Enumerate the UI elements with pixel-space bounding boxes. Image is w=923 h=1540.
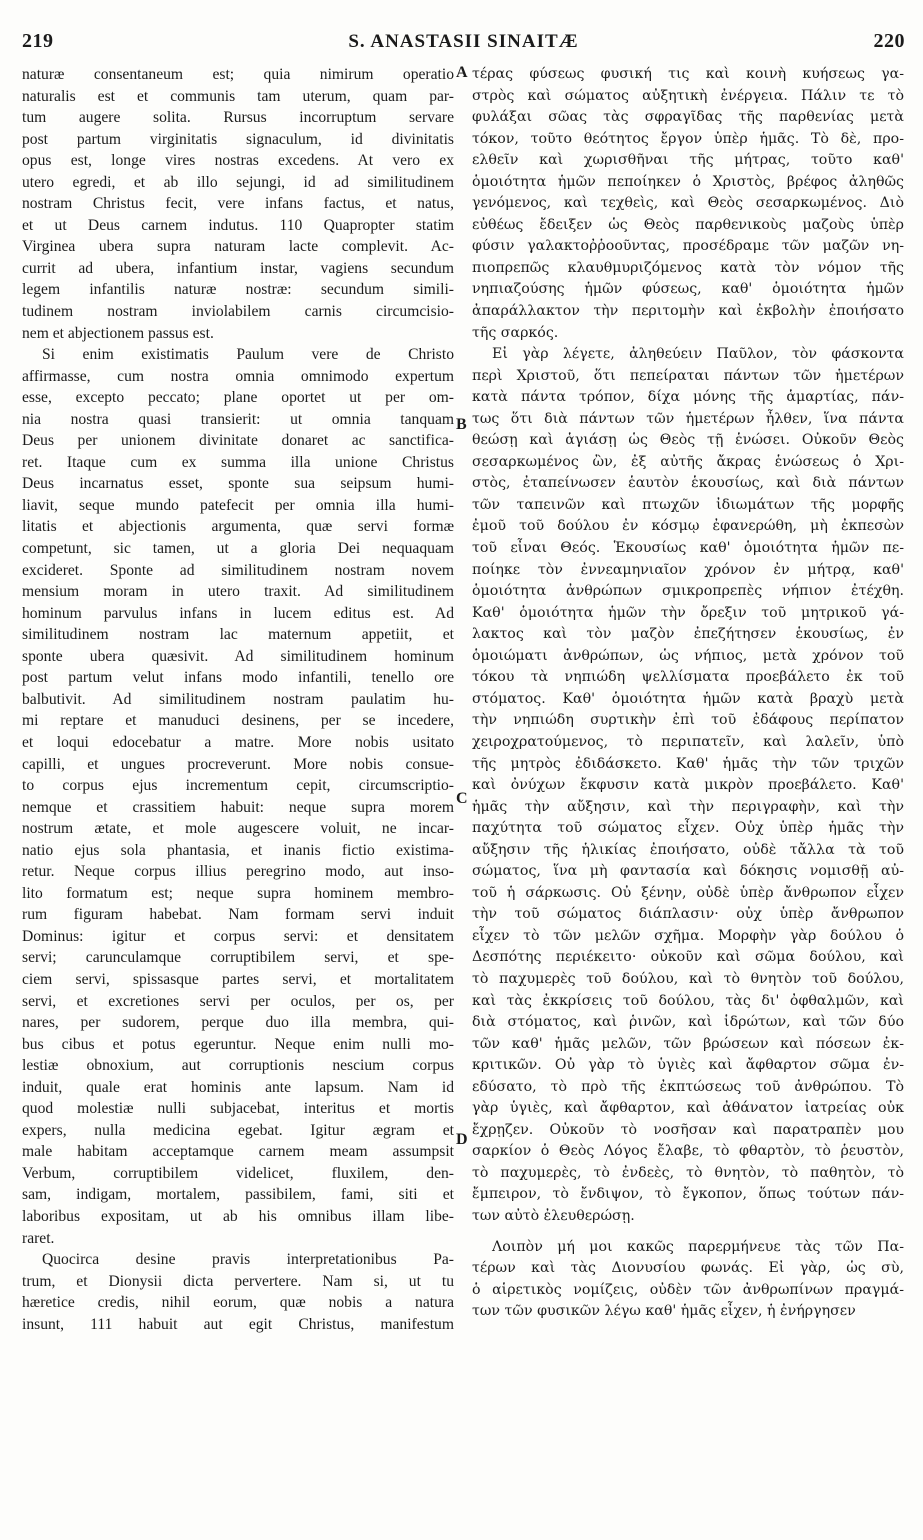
greek-text-line: φύσιν γαλακτοῤῥοοῦντας, προσέδραμε τῶν μαζῶν νη- — [472, 238, 904, 255]
greek-text-line: ελθεῖν καὶ χωρισθῆναι τῆς μήτρας, τοῦτο καθ' — [472, 152, 904, 169]
greek-text-line: τῶν καθ' ἡμᾶς μελῶν, τῶν βρώσεων καὶ πόσεων ἐκ- — [472, 1035, 904, 1052]
running-title: S. ANASTASII SINAITÆ — [348, 31, 579, 52]
greek-text-line: ποίηκε τὸν ἐννεαμηνιαῖον χρόνον ἐν μήτρᾳ, καθ' — [472, 561, 904, 578]
latin-text-line: Dominus: igitur et corpus servi: et densitatem — [22, 927, 454, 945]
latin-text-line: post partum velut infans modo infantili, tenello ore — [22, 669, 454, 687]
greek-text-line: παχύτητα τοῦ σώματος εἶχεν. Οὐχ ὑπὲρ ἡμᾶς τὴν — [472, 820, 904, 837]
latin-text-line: to corpus ejus incrementum cepit, circumscriptio- — [22, 777, 454, 795]
greek-text-line: ἔχρῃζεν. Οὐκοῦν τὸ νοσῆσαν καὶ παρατραπὲν μου — [472, 1121, 904, 1138]
latin-text-line: Si enim existimatis Paulum vere de Christo — [42, 346, 454, 364]
page-number-left: 219 — [22, 30, 54, 52]
greek-text-line: καὶ τὰς ἐκκρίσεις τοῦ δούλου, τὰς δι' ὀφθαλμῶν, καὶ — [472, 992, 904, 1009]
greek-text-line: τὸ παχυμερὲς, τὸ ἐνδεὲς, τὸ θνητὸν, τὸ παθητὸν, τὸ — [472, 1164, 904, 1181]
latin-text-line: et loqui edocebatur a matre. More nobis usitato — [22, 733, 454, 751]
latin-text-line: retur. Neque corpus illius peregrino modo, aut inso- — [22, 863, 454, 881]
greek-text-line: ἀπαράλλακτον τὴν περιτομὴν καὶ ἐκβολὴν ἐποιήσατο — [472, 303, 904, 320]
latin-text-line: sponte ubera quæsivit. Ad similitudinem hominum — [22, 647, 454, 665]
greek-text-line: στόματος. Καθ' ὁμοιότητα ἡμῶν κατὰ βραχὺ μετὰ — [472, 690, 904, 707]
latin-text-line: utero egredi, et ab illo sejungi, id ad similitudinem — [22, 173, 454, 191]
greek-text-line: θεώσῃ καὶ ἁγιάσῃ ὡς Θεὸς τῇ ἑνώσει. Οὐκοῦν Θεὸς — [472, 432, 904, 449]
greek-text-line: των αὐτὸ ἐλευθερώσῃ. — [472, 1207, 635, 1224]
latin-text-line: insunt, 111 habuit aut egit Christus, manifestum — [22, 1315, 454, 1333]
margin-marker-d: D — [456, 1131, 468, 1148]
greek-text-line: γενόμενος, καὶ τεχθεὶς, καὶ Θεὸς σεσαρκωμένος. Διὸ — [472, 195, 904, 212]
greek-text-line: χειροχρατούμενος, τὸ περιπατεῖν, καὶ λαλεῖν, ὑπὸ — [472, 733, 904, 750]
greek-text-line: διὰ στόματος, καὶ ῥινῶν, καὶ ἱδρώτων, καὶ τῶν δύο — [472, 1014, 904, 1031]
latin-text-line: legem infantilis naturæ nostræ: secundum simili- — [22, 281, 454, 299]
greek-text-line: τῶν ταπεινῶν καὶ πτωχῶν ἰδιωμάτων τῆς μορφῆς — [472, 496, 904, 513]
greek-text-line: ἡμᾶς τὴν αὔξησιν, καὶ τὴν περιγραφὴν, καὶ τὴν — [472, 798, 904, 815]
latin-text-line: nia nostra quasi transierit: ut omnia tanquam — [22, 410, 454, 428]
greek-text-line: λακτος καὶ τὸν μαζὸν ἐπεζήτησεν ἑκουσίως, ἐν — [472, 626, 904, 643]
latin-text-line: litatis et abjectionis argumenta, quæ servi formæ — [22, 518, 454, 536]
latin-text-line: et ut Deus carnem indutus. 110 Quapropter statim — [22, 216, 454, 234]
greek-text-line: τόκου τὰ νηπιώδη ψελλίσματα προεβάλετο ἐκ τοῦ — [472, 669, 904, 686]
greek-text-line: τοῦ ἡ σάρκωσις. Οὐ ξένην, οὐδὲ ὑπὲρ ἄνθρωπον εἶχεν — [472, 884, 904, 901]
latin-text-line: opus est, longe vires nostras excedens. At vero ex — [22, 152, 454, 170]
greek-text-line: των τῶν φυσικῶν λέγω καθ' ἡμᾶς εἶχεν, ἡ ἐνήργησεν — [472, 1303, 856, 1320]
latin-text-line: Quocirca desine pravis interpretationibus Pa- — [42, 1251, 454, 1269]
latin-text-line: bus cibus et potus egeruntur. Neque enim nulli mo- — [22, 1035, 454, 1053]
latin-text-line: sam, indigam, mortalem, passibilem, fami, siti et — [22, 1186, 454, 1204]
page-header — [22, 30, 905, 58]
greek-text-line: στὸς, ἐταπείνωσεν ἑαυτὸν ἑκουσίως, καὶ διὰ πάντων — [472, 475, 904, 492]
greek-text-line: Καθ' ὁμοιότητα ἡμῶν τὴν ὄρεξιν τοῦ μητρικοῦ γά- — [472, 604, 904, 621]
greek-text-line: στρὸς καὶ σώματος αὐξητικὴ ἐνέργεια. Πάλιν τε τὸ — [472, 87, 904, 104]
latin-text-line: Verbum, corruptibilem videlicet, fluxilem, den- — [22, 1164, 454, 1182]
greek-text-line: τοῦ εἶναι Θεός. Ἑκουσίως καθ' ὁμοιότητα ἡμῶν πε- — [472, 540, 904, 557]
greek-text-line: γὰρ ὑγιὲς, καὶ ἄφθαρτον, καὶ ἀθάνατον ἰατρείας οὐκ — [472, 1100, 904, 1117]
latin-text-line: servi, et excretiones servi per oculos, per os, per — [22, 992, 454, 1010]
latin-text-line: Virginea ubera supra naturam lacte complevit. Ac- — [22, 238, 454, 256]
latin-text-line: trum, et Dionysii dicta pervertere. Nam si, ut tu — [22, 1272, 454, 1290]
latin-text-line: esse, excepto peccato; plane oportet ut per om- — [22, 389, 454, 407]
greek-text-line: κριτικῶν. Οὐ γὰρ τὸ ὑγιὲς καὶ ἄφθαρτον σῶμα ἐν- — [472, 1057, 904, 1074]
latin-text-line: ciem servi, spissasque partes servi, et mortalitatem — [22, 970, 454, 988]
greek-text-line: σεσαρκωμένος ὢν, ἐξ αὐτῆς ἄκρας ἑνώσεως ὁ Χρι- — [472, 453, 904, 470]
latin-text-line: affirmasse, cum nostra omnia omnimodo expertum — [22, 367, 454, 385]
latin-text-line: excideret. Sponte ad similitudinem nostram novem — [22, 561, 454, 579]
latin-text-line: tum augere solita. Rursus incorruptum servare — [22, 109, 454, 127]
margin-marker-c: C — [456, 790, 468, 807]
latin-text-line: tudinem nostram inviolabilem carnis circumcisio- — [22, 303, 454, 321]
greek-text-line: ὁμοιότητα ἡμῶν πεποίηκεν ὁ Χριστὸς, βρέφος ἀληθῶς — [472, 173, 904, 190]
latin-text-line: currit ad ubera, infantium instar, vagiens secundum — [22, 259, 454, 277]
latin-text-line: naturæ consentaneum est; quia nimirum operatio — [22, 66, 454, 83]
greek-text-line: τόκον, τοῦτο θεότητος ἔργον ὑπὲρ ἡμᾶς. Τὸ δὲ, προ- — [472, 130, 904, 147]
greek-text-line: σώματος, ἵνα μὴ φαντασία καὶ δόκησις νομισθῇ αὐ- — [472, 863, 904, 880]
latin-text-line: nares, per sudorem, perque duo illa membra, qui- — [22, 1014, 454, 1032]
greek-text-line: Λοιπὸν μή μοι κακῶς παρερμήνευε τὰς τῶν Πα- — [492, 1238, 904, 1255]
latin-text-line: Deus per unionem divinitate donaret ac sanctifica- — [22, 432, 454, 450]
greek-text-line: τὴν τοῦ σώματος διάπλασιν· οὐχ ὑπὲρ ἄνθρωπον — [472, 906, 904, 923]
greek-text-gap — [472, 1228, 904, 1237]
greek-column — [472, 64, 904, 1323]
latin-text-line: rum figuram habebat. Nam formam servi induit — [22, 906, 454, 924]
latin-text-line: servi; carunculamque corruptibilem servi, et spe- — [22, 949, 454, 967]
margin-marker-b: B — [456, 416, 467, 433]
greek-text-line: τῆς μητρὸς ἐδιδάσκετο. Καθ' ἡμᾶς τὴν τῶν τριχῶν — [472, 755, 904, 772]
latin-text-line: nostram Christus fecit, vere infans factus, et natus, — [22, 195, 454, 213]
latin-text-line: naturalis est et communis tam uterum, quam par- — [22, 87, 454, 105]
latin-text-line: nostrum ætate, et mole augescere voluit, ne incar- — [22, 820, 454, 838]
page-number-right: 220 — [873, 30, 905, 52]
latin-text-line: nemque et crassitiem habuit: neque supra morem — [22, 798, 454, 816]
latin-text-line: post partum virginitatis signaculum, id divinitatis — [22, 130, 454, 148]
greek-text-line: κατὰ πάντα τρόπον, δίχα μόνης τῆς ἁμαρτίας, πάν- — [472, 389, 904, 406]
greek-text-line: Εἰ γὰρ λέγετε, ἀληθεύειν Παῦλον, τὸν φάσκοντα — [492, 346, 904, 363]
greek-text-line: τὴν νηπιώδη συρτικὴν ἐπὶ τοῦ ἐδάφους περίπατον — [472, 712, 904, 729]
greek-text-line: καὶ ὀνύχων ἔκφυσιν κατὰ μικρὸν προεβάλετο. Καθ' — [472, 777, 904, 794]
greek-text-line: ὁμοιώματι ἀνθρώπων, ὡς νήπιος, μετὰ χρόνον τοῦ — [472, 647, 904, 664]
greek-text-line: περὶ Χριστοῦ, ὅτι πεπείραται πάντων τῶν ἡμετέρων — [472, 367, 904, 384]
greek-text-line: εἶχεν τὸ τῶν μελῶν σχῆμα. Μορφὴν γὰρ δούλου ὁ — [472, 927, 904, 944]
latin-text-line: mi reptare et manuduci desinens, per se incedere, — [22, 712, 454, 730]
latin-text-line: Deus incarnatus esset, sponte sua seipsum humi- — [22, 475, 454, 493]
latin-text-line: competunt, sic tamen, ut a gloria Dei nequaquam — [22, 540, 454, 558]
greek-text-line: πιοπρεπῶς κλαυθμυριζόμενος κατὰ τὸν νόμον τῆς — [472, 259, 904, 276]
greek-text-line: αὔξησιν τῆς ἡλικίας ἐποιήσατο, οὐδὲ τἄλλα τὰ τοῦ — [472, 841, 904, 858]
greek-text-line: τῆς σαρκός. — [472, 324, 559, 341]
latin-text-line: liavit, seque mundo patefecit per omnia illa humi- — [22, 496, 454, 514]
greek-text-line: Δεσπότης περιέκειτο· οὐκοῦν καὶ σῶμα δούλου, καὶ — [472, 949, 904, 966]
greek-text-line: σαρκίον ὁ Θεὸς Λόγος ἔλαβε, τὸ φθαρτὸν, τὸ ῥευστὸν, — [472, 1143, 904, 1160]
latin-column — [22, 64, 454, 1335]
greek-text-line: τέρας φύσεως φυσική τις καὶ κοινὴ κυήσεως γα- — [472, 66, 904, 82]
latin-text-line: quod molestiæ nulli subjacebat, interitus et mortis — [22, 1100, 454, 1118]
latin-text-line: balbutivit. Ad similitudinem nostram paulatim hu- — [22, 690, 454, 708]
greek-text-line: φυλάξαι σῶας τὰς σφραγῖδας τῆς παρθενίας μετὰ — [472, 109, 904, 126]
greek-text-line: νηπιαζούσης ἡμῶν φύσεως, καθ' ὁμοιότητα ἡμῶν — [472, 281, 904, 298]
latin-text-line: nem et abjectionem passus est. — [22, 324, 214, 342]
latin-text-line: hominum parvulus infans in lucem editus est. Ad — [22, 604, 454, 622]
latin-text-line: lito formatum est; neque supra hominem membro- — [22, 884, 454, 902]
latin-text-line: ret. Itaque cum ex summa illa unione Christus — [22, 453, 454, 471]
margin-marker-a: A — [456, 64, 468, 81]
greek-text-line: τὸ παχυμερὲς τοῦ δούλου, καὶ τὸ θνητὸν τοῦ δούλου, — [472, 970, 904, 987]
latin-text-line: laboribus expositam, ut ab his omnibus illam libe- — [22, 1207, 454, 1225]
greek-text-line: τέρων καὶ τὰς Διονυσίου φωνάς. Εἰ γὰρ, ὡς σὺ, — [472, 1260, 904, 1277]
greek-text-line: εὐθέως ἔδειξεν ὡς Θεὸς παρθενικοὺς μαζοὺς ὑπὲρ — [472, 216, 904, 233]
greek-text-line: ἔμπειρον, τὸ ἔνδιψον, τὸ ἔγκοπον, ὅπως τούτων πάν- — [472, 1186, 904, 1203]
latin-text-line: natio ejus sola phantasia, et inanis fictio existima- — [22, 841, 454, 859]
greek-text-line: ἐμοῦ τοῦ δούλου ἐν κόσμῳ ἐφανερώθη, μὴ ἐκπεσὼν — [472, 518, 904, 535]
latin-text-line: induit, quale erat hominis ante lapsum. Nam id — [22, 1078, 454, 1096]
greek-text-line: τως ὅτι διὰ πάντων τῶν ἡμετέρων ἦλθεν, ἵνα πάντα — [472, 410, 904, 427]
latin-text-line: lestiæ obnoxium, aut corruptionis nescium corpus — [22, 1057, 454, 1075]
latin-text-line: hæretice credis, nihil eorum, quæ nobis a natura — [22, 1294, 454, 1312]
latin-text-line: expers, nulla medicina egebat. Igitur ægram et — [22, 1121, 454, 1139]
latin-text-line: capilli, et ungues procreverunt. More nobis consue- — [22, 755, 454, 773]
greek-text-line: εδύσατο, τὸ πρὸ τῆς ἐκπτώσεως τοῦ ἀνθρώπου. Τὸ — [472, 1078, 904, 1095]
greek-text-line: ὁμοιότητα ἀνθρώπων σμικροπρεπὲς νήπιον ἐτέχθη. — [472, 583, 904, 600]
latin-text-line: similitudinem nostram lac maternum appetiit, et — [22, 626, 454, 644]
latin-text-line: raret. — [22, 1229, 55, 1247]
latin-text-line: mensium moram in utero traxit. Ad similitudinem — [22, 583, 454, 601]
latin-text-line: male habitam acceptamque carnem meam assumpsit — [22, 1143, 454, 1161]
greek-text-line: ὁ αἱρετικὸς νομίζεις, οὐδὲν τῶν ἀνθρωπίνων πραγμά- — [472, 1281, 904, 1298]
